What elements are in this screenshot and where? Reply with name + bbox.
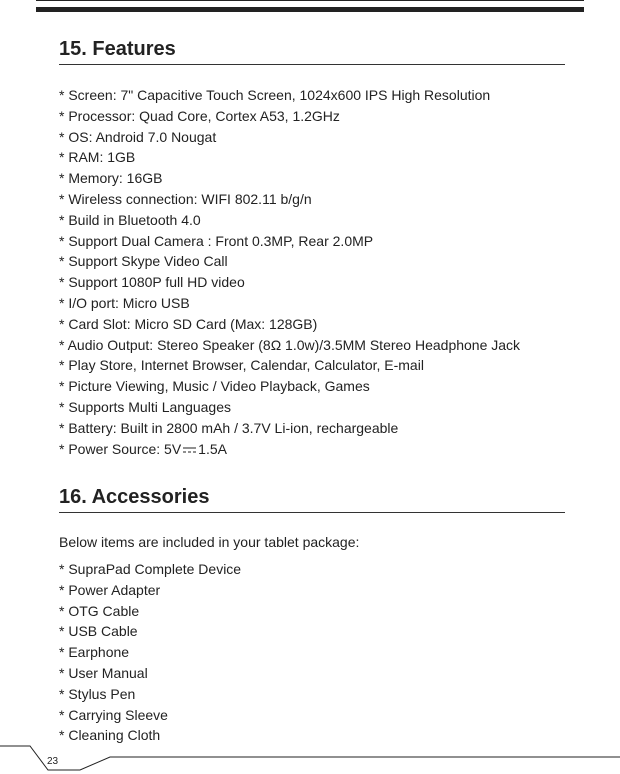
accessory-item: * Power Adapter [59,581,161,598]
feature-item: * Play Store, Internet Browser, Calendar, Calculator, E-mail [59,357,424,374]
feature-item: * Supports Multi Languages [59,398,231,415]
feature-item: * OS: Android 7.0 Nougat [59,128,217,145]
feature-item: * RAM: 1GB [59,149,136,166]
power-source-prefix: * Power Source: 5V [59,440,182,457]
feature-item: * Card Slot: Micro SD Card (Max: 128GB) [59,315,318,332]
feature-item: * Wireless connection: WIFI 802.11 b/g/n [59,190,312,207]
accessory-item: * User Manual [59,664,148,681]
accessory-item: * Earphone [59,644,130,661]
accessory-item: * USB Cable [59,623,138,640]
accessory-item: * Carrying Sleeve [59,706,168,723]
top-rule-thick [36,7,584,12]
power-source-suffix: 1.5A [198,440,227,457]
feature-item-power-source [59,439,520,460]
top-rule-thin [36,0,584,1]
feature-item: * Support Dual Camera : Front 0.3MP, Rear 2.0MP [59,232,374,249]
feature-item: * Processor: Quad Core, Cortex A53, 1.2GHz [59,107,340,124]
dc-current-icon [183,446,196,454]
page-number: 23 [47,756,59,767]
accessory-item: * Cleaning Cloth [59,727,161,744]
features-heading: 15. Features [59,38,565,65]
feature-item: * Support Skype Video Call [59,253,228,270]
features-list [59,85,520,459]
feature-item: * I/O port: Micro USB [59,294,190,311]
accessories-intro: Below items are included in your tablet package: [59,534,360,550]
accessories-list [59,559,241,746]
accessory-item: * OTG Cable [59,602,140,619]
feature-item: * Support 1080P full HD video [59,274,245,291]
accessories-heading: 16. Accessories [59,486,565,513]
footer-tab-rule [0,740,620,774]
feature-item: * Picture Viewing, Music / Video Playback, Games [59,378,370,395]
feature-item: * Battery: Built in 2800 mAh / 3.7V Li-ion, rechargeable [59,419,399,436]
feature-item: * Build in Bluetooth 4.0 [59,211,201,228]
accessory-item: * Stylus Pen [59,685,136,702]
feature-item: * Memory: 16GB [59,170,163,187]
accessory-item: * SupraPad Complete Device [59,561,242,577]
feature-item: * Screen: 7" Capacitive Touch Screen, 1024x600 IPS High Resolution [59,87,491,103]
feature-item: * Audio Output: Stereo Speaker (8Ω 1.0w)/3.5MM Stereo Headphone Jack [59,336,521,353]
